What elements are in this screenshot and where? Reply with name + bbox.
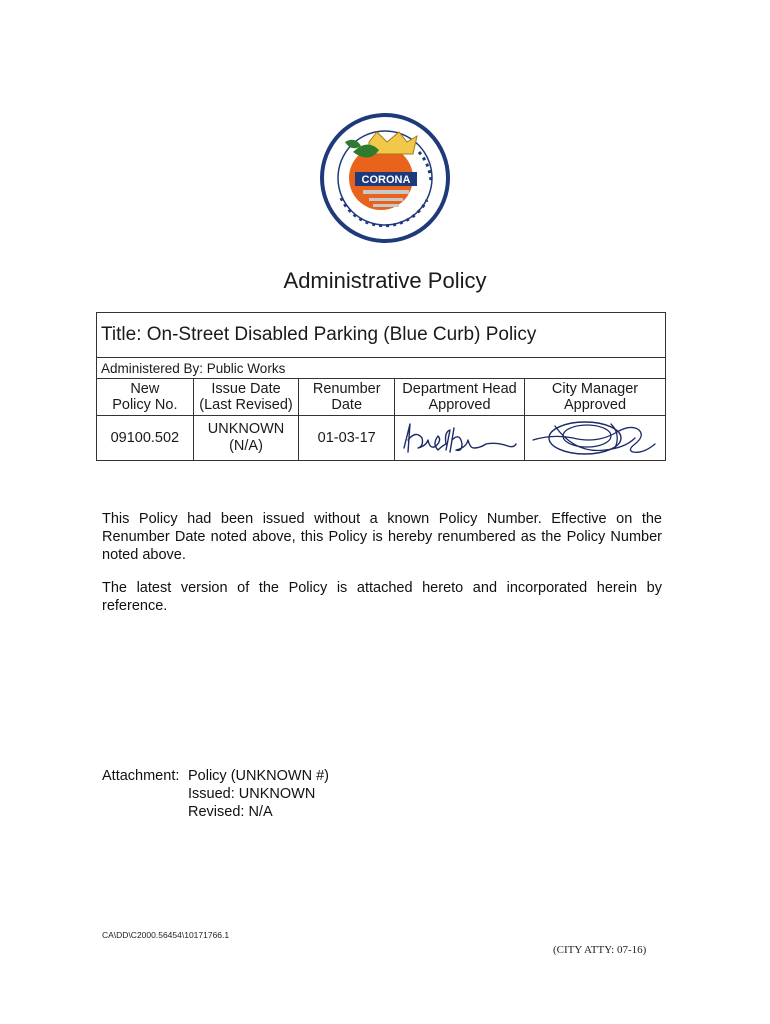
attachment-reference-paragraph: The latest version of the Policy is attached hereto and incorporated herein by reference. — [102, 580, 662, 614]
header-new-policy-no: New Policy No. — [97, 379, 194, 416]
attachment-line-issued: Issued: UNKNOWN — [188, 786, 316, 802]
department-head-signature — [395, 416, 525, 461]
policy-info-table — [96, 312, 666, 461]
header-city-manager-approved: City Manager Approved — [524, 379, 665, 416]
header-department-head-approved: Department Head Approved — [395, 379, 525, 416]
attachment-label: Attachment: — [102, 768, 180, 784]
renumber-notice-paragraph: This Policy had been issued without a known Policy Number. Effective on the Renumber Date noted above, this Policy is hereby renumbered as the Policy Number noted above. — [102, 511, 662, 563]
city-seal-logo — [319, 112, 451, 244]
attachment-line-revised: Revised: N/A — [188, 804, 273, 820]
document-heading: Administrative Policy — [283, 268, 487, 293]
header-issue-date: Issue Date (Last Revised) — [193, 379, 299, 416]
renumber-date-value: 01-03-17 — [299, 416, 395, 461]
administered-by: Administered By: Public Works — [97, 358, 666, 379]
header-renumber-date: Renumber Date — [299, 379, 395, 416]
document-file-path: CA\DD\C2000.56454\10171766.1 — [102, 930, 230, 940]
attachment-line-policy: Policy (UNKNOWN #) — [188, 768, 329, 784]
policy-title: Title: On-Street Disabled Parking (Blue Curb) Policy — [97, 313, 666, 358]
city-atty-code: (CITY ATTY: 07-16) — [553, 944, 647, 956]
seal-brand-text: CORONA — [361, 174, 411, 186]
policy-number-value: 09100.502 — [97, 416, 194, 461]
city-manager-signature — [524, 416, 665, 461]
issue-date-value: UNKNOWN (N/A) — [193, 416, 299, 461]
